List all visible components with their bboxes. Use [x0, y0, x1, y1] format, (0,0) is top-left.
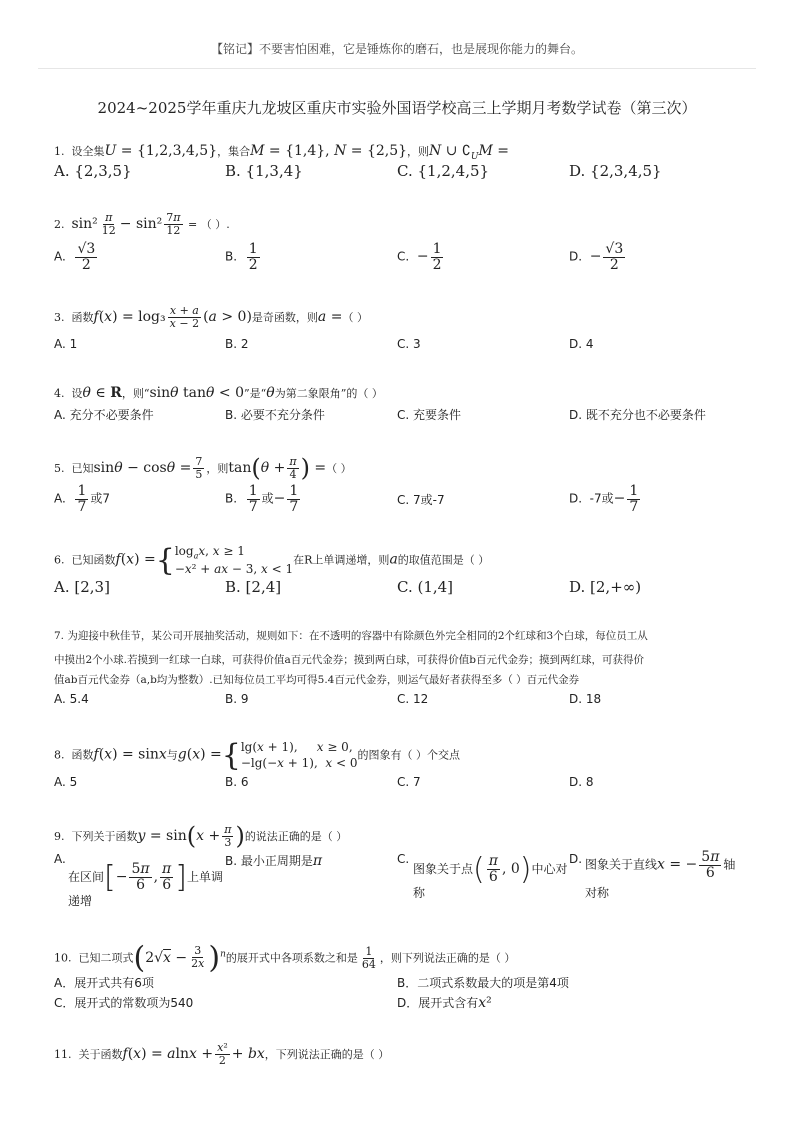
option-9d[interactable]: D. 图象关于直线x = − $\frac{5\pi}{6}$ 轴 对称: [569, 849, 736, 900]
option-9b[interactable]: B. 最小正周期是π: [225, 853, 323, 869]
question-7-line-2: 中摸出2个小球.若摸到一红球一白球，可获得价值a百元代金券；摸到两白球，可获得价值b百元代金券；摸到两红球，可获得价: [54, 654, 644, 666]
option-2a[interactable]: A. $\frac{√3}{2}$: [54, 241, 96, 273]
option-10b[interactable]: B．二项式系数最大的项是第4项: [397, 976, 569, 990]
question-7-line-1: 7. 为迎接中秋佳节，某公司开展抽奖活动，规则如下：在不透明的容器中有除颜色外完全相同的2个红球和3个白球，每位员工从: [54, 630, 648, 642]
option-8b[interactable]: B. 6: [225, 775, 249, 789]
option-10c[interactable]: C．展开式的常数项为540: [54, 996, 194, 1010]
option-8c[interactable]: C. 7: [397, 775, 421, 789]
header-divider: [38, 68, 756, 69]
option-7b[interactable]: B. 9: [225, 692, 249, 706]
question-2: 2. sin² $\frac{\pi}{12}$ − sin² $\frac{7\pi}{12}$ = （ ）.: [54, 211, 230, 237]
question-9: 9. 下列关于函数y = sin(x + $\frac{\pi}{3}$ )的说法正确的是（ ）: [54, 822, 348, 850]
option-2b[interactable]: B. $\frac{1}{2}$: [225, 241, 258, 273]
math-sin-expr: sin² $\frac{\pi}{12}$ − sin² $\frac{7\pi}{12}$: [71, 211, 181, 237]
option-6a[interactable]: A. [2,3]: [54, 578, 110, 596]
option-3b[interactable]: B. 2: [225, 337, 249, 351]
option-3a[interactable]: A. 1: [54, 337, 78, 351]
piecewise-g: lg(x + 1), x ≥ 0, −lg(−x + 1), x < 0: [240, 739, 358, 770]
option-4a[interactable]: A. 充分不必要条件: [54, 408, 154, 422]
option-6b[interactable]: B. [2,4]: [225, 578, 282, 596]
option-10a[interactable]: A．展开式共有6项: [54, 976, 154, 990]
question-1: 1. 设全集U = {1,2,3,4,5}，集合M = {1,4}, N = {2,5}，则N ∪ $∁_UM$ =: [54, 143, 509, 162]
option-2c[interactable]: C. − $\frac{1}{2}$: [397, 241, 442, 273]
option-4b[interactable]: B. 必要不充分条件: [225, 408, 325, 422]
option-1d[interactable]: D. {2,3,4,5}: [569, 162, 662, 180]
option-8d[interactable]: D. 8: [569, 775, 594, 789]
option-7a[interactable]: A. 5.4: [54, 692, 89, 706]
option-5b[interactable]: B. $\frac{1}{7}$ 或− $\frac{1}{7}$: [225, 483, 299, 515]
math-expr: N ∪ $∁_UM$ =: [429, 143, 509, 162]
option-8a[interactable]: A. 5: [54, 775, 78, 789]
option-3d[interactable]: D. 4: [569, 337, 594, 351]
option-1a[interactable]: A. {2,3,5}: [54, 162, 132, 180]
option-9c[interactable]: C. 图象关于点( $\frac{\pi}{6}$ , 0)中心对 称: [397, 852, 568, 900]
question-5: 5. 已知sinθ − cosθ = $\frac{7}{5}$ ，则tan(θ + $\frac{\pi}{4}$ ) =（ ）: [54, 454, 352, 482]
option-9a[interactable]: A. 在区间[− $\frac{5\pi}{6}$ , $\frac{\pi}{6}$ ]上单调 递增: [54, 852, 223, 908]
question-7-line-3: 值ab百元代金券（a,b均为整数）.已知每位员工平均可得5.4百元代金券，则运气最好者获得至多（ ）百元代金券: [54, 674, 580, 686]
option-2d[interactable]: D. − $\frac{√3}{2}$: [569, 241, 624, 273]
question-4: 4. 设θ ∈ R，则“sinθ tanθ < 0”是“θ为第二象限角”的（ ）: [54, 385, 383, 401]
option-7d[interactable]: D. 18: [569, 692, 602, 706]
exam-title: 2024~2025学年重庆九龙坡区重庆市实验外国语学校高三上学期月考数学试卷（第三次）: [97, 99, 697, 117]
question-8: 8. 函数f(x) = sinx与g(x) ={ lg(x + 1), x ≥ 0, −lg(−x + 1), x < 0 的图象有（ ）个交点: [54, 738, 460, 773]
question-6: 6. 已知函数f(x) ={ $\log_ax$, x ≥ 1 −x² + ax − 3, x < 1 在R上单调递增，则a的取值范围是（ ）: [54, 543, 490, 578]
math-universal-set: U = {1,2,3,4,5}: [104, 143, 218, 159]
question-10: 10. 已知二项式(2√x − $\frac{3}{2x}$ )$^n$的展开式中各项系数之和是 $\frac{1}{64}$ ，则下列说法正确的是（ ）: [54, 940, 516, 975]
option-4c[interactable]: C. 充要条件: [397, 408, 462, 422]
math-sets: M = {1,4}, N = {2,5}: [250, 143, 408, 159]
question-11: 11. 关于函数f(x) = alnx + $\frac{\text{x²}}{2}$ + bx，下列说法正确的是（ ）: [54, 1041, 390, 1067]
option-5d[interactable]: D. -7或− $\frac{1}{7}$: [569, 483, 639, 515]
option-5c[interactable]: C. 7或-7: [397, 493, 445, 507]
option-7c[interactable]: C. 12: [397, 692, 429, 706]
option-1c[interactable]: C. {1,2,4,5}: [397, 162, 490, 180]
question-3: 3. 函数f(x) = log₃ $\frac{x + a}{x - 2}$ (a > 0)是奇函数，则a =（ ）: [54, 304, 368, 330]
option-4d[interactable]: D. 既不充分也不必要条件: [569, 408, 706, 422]
option-3c[interactable]: C. 3: [397, 337, 421, 351]
option-6c[interactable]: C. (1,4]: [397, 578, 454, 596]
option-10d[interactable]: D．展开式含有x²: [397, 995, 492, 1011]
motto-banner: 【铭记】不要害怕困难，它是锤炼你的磨石，也是展现你能力的舞台。: [210, 42, 583, 56]
math-f-log: f(x) = log₃ $\frac{x + a}{x - 2}$ (a > 0): [93, 304, 252, 330]
option-6d[interactable]: D. [2,+∞): [569, 578, 642, 596]
piecewise-f: $\log_ax$, x ≥ 1 −x² + ax − 3, x < 1: [174, 544, 294, 576]
option-5a[interactable]: A. $\frac{1}{7}$ 或7: [54, 483, 111, 515]
option-1b[interactable]: B. {1,3,4}: [225, 162, 303, 180]
math-binomial: (2√x − $\frac{3}{2x}$ )$^n$: [133, 940, 226, 975]
